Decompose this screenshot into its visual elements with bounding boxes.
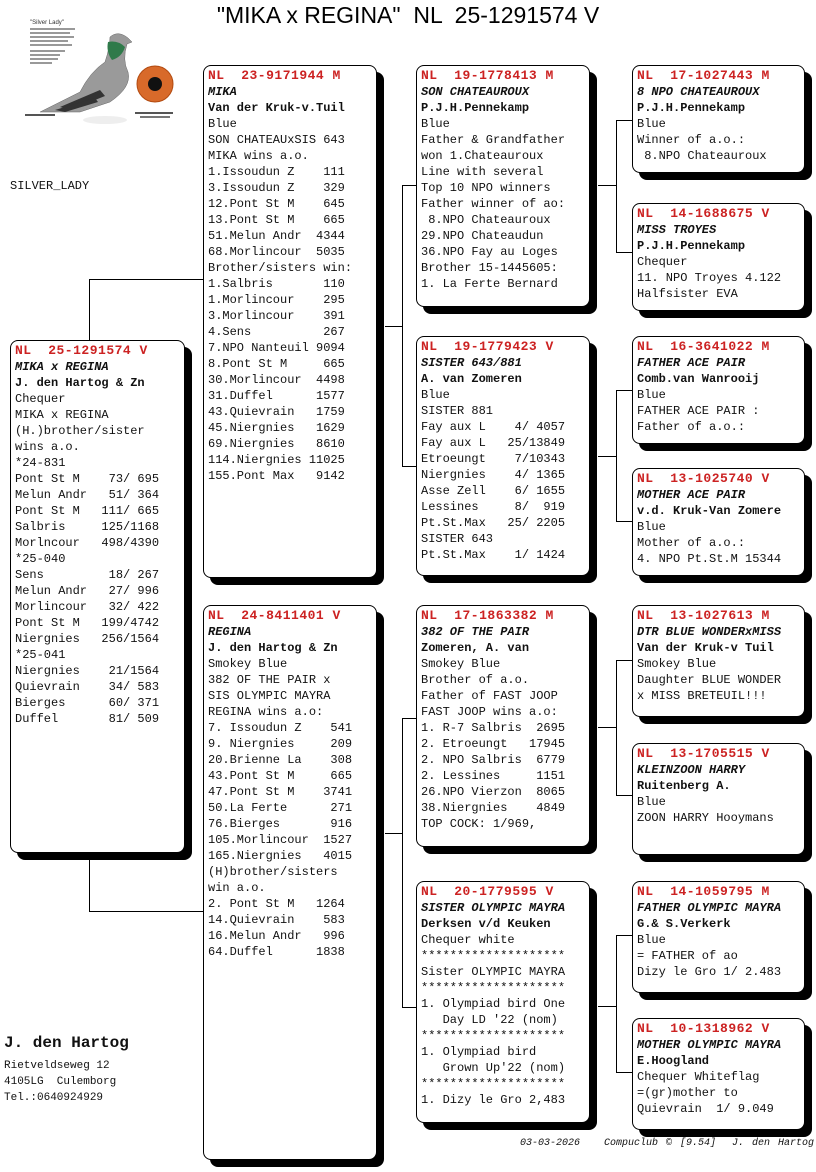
note-line: Bierges 60/ 371 <box>15 696 160 710</box>
breeder-name: Ruitenberg A. <box>637 779 731 793</box>
breeder-name: G.& S.Verkerk <box>637 917 731 931</box>
note-line: 2. NPO Salbris 6779 <box>421 753 566 767</box>
note-line: x MISS BRETEUIL!!! <box>637 689 767 703</box>
note-line: 8.NPO Chateauroux <box>637 149 767 163</box>
connector <box>89 853 90 911</box>
note-line: Dizy le Gro 1/ 2.483 <box>637 965 782 979</box>
note-line: REGINA wins a.o: <box>208 705 324 719</box>
note-line: MIKA x REGINA <box>15 408 109 422</box>
owner-phone: Tel.:0640924929 <box>4 1092 104 1104</box>
note-line: Pont St M 111/ 665 <box>15 504 160 518</box>
note-line: 43.Quievrain 1759 <box>208 405 345 419</box>
note-line: 2. Lessines 1151 <box>421 769 566 783</box>
note-line: Pt.St.Max 25/ 2205 <box>421 516 566 530</box>
pigeon-name: MOTHER OLYMPIC MAYRA <box>637 1038 782 1052</box>
connector <box>616 795 632 796</box>
pigeon-color: Blue <box>637 117 666 131</box>
note-line: Quievrain 34/ 583 <box>15 680 160 694</box>
pigeon-color: Blue <box>421 117 450 131</box>
pigeon-card-mff[interactable] <box>632 605 805 717</box>
ring-number: NL 17-1863382 M <box>421 608 554 623</box>
connector <box>616 120 617 253</box>
note-line: 12.Pont St M 645 <box>208 197 345 211</box>
pigeon-photo <box>10 12 180 130</box>
note-line: Niergnies 256/1564 <box>15 632 160 646</box>
note-line: SON CHATEAUxSIS 643 <box>208 133 345 147</box>
note-line: 45.Niergnies 1629 <box>208 421 345 435</box>
note-line: Brother of a.o. <box>421 673 530 687</box>
pigeon-color: Smokey Blue <box>421 657 501 671</box>
pigeon-color: Blue <box>637 520 666 534</box>
breeder-name: E.Hoogland <box>637 1054 710 1068</box>
pigeon-card-mmf[interactable] <box>632 881 805 993</box>
ring-number: NL 19-1778413 M <box>421 68 554 83</box>
note-line: SISTER 881 <box>421 404 494 418</box>
pigeon-name: 8 NPO CHATEAUROUX <box>637 85 760 99</box>
ring-number: NL 13-1025740 V <box>637 471 770 486</box>
connector <box>385 833 403 834</box>
owner-block <box>4 1034 129 1106</box>
note-line: 20.Brienne La 308 <box>208 753 353 767</box>
note-line: 1. R-7 Salbris 2695 <box>421 721 566 735</box>
note-line: Sens 18/ 267 <box>15 568 160 582</box>
ring-number: NL 13-1027613 M <box>637 608 770 623</box>
pigeon-name: SON CHATEAUROUX <box>421 85 530 99</box>
breeder-name: P.J.H.Pennekamp <box>421 101 530 115</box>
connector <box>616 390 632 391</box>
photo-label: SILVER_LADY <box>10 179 90 193</box>
note-line: 30.Morlincour 4498 <box>208 373 345 387</box>
connector <box>598 456 616 457</box>
note-line: ZOON HARRY Hooymans <box>637 811 774 825</box>
note-line: MIKA wins a.o. <box>208 149 309 163</box>
note-line: FAST JOOP wins a.o: <box>421 705 558 719</box>
photo-caption: "Silver Lady" <box>30 20 64 26</box>
connector <box>616 935 632 936</box>
note-line: 1.Issoudun Z 111 <box>208 165 345 179</box>
ring-number: NL 16-3641022 M <box>637 339 770 354</box>
pigeon-color: Blue <box>637 388 666 402</box>
note-line: 38.Niergnies 4849 <box>421 801 566 815</box>
pigeon-card-mfm[interactable] <box>632 743 805 855</box>
note-line: Pont St M 73/ 695 <box>15 472 160 486</box>
title-text: "MIKA x REGINA" NL 25-1291574 V <box>216 2 600 28</box>
breeder-name: Zomeren, A. van <box>421 641 530 655</box>
note-line: =(gr)mother to <box>637 1086 738 1100</box>
note-line: 1. La Ferte Bernard <box>421 277 558 291</box>
note-line: Father of FAST JOOP <box>421 689 558 703</box>
pigeon-name: 382 OF THE PAIR <box>421 625 530 639</box>
pigeon-color: Blue <box>637 795 666 809</box>
note-line: ******************** <box>421 1029 566 1043</box>
ring-number: NL 10-1318962 V <box>637 1021 770 1036</box>
note-line: Etroeungt 7/10343 <box>421 452 566 466</box>
pigeon-color: Chequer <box>637 255 688 269</box>
note-line: Lessines 8/ 919 <box>421 500 566 514</box>
pigeon-name: DTR BLUE WONDERxMISS <box>637 625 782 639</box>
note-line: 3.Morlincour 391 <box>208 309 345 323</box>
breeder-name: Derksen v/d Keuken <box>421 917 551 931</box>
note-line: 4.Sens 267 <box>208 325 345 339</box>
note-line: 26.NPO Vierzon 8065 <box>421 785 566 799</box>
note-line: 8.Pont St M 665 <box>208 357 345 371</box>
note-line: 16.Melun Andr 996 <box>208 929 345 943</box>
note-line: 9. Niergnies 209 <box>208 737 353 751</box>
connector <box>89 279 90 341</box>
connector <box>616 120 632 121</box>
connector <box>616 390 617 522</box>
note-line: Line with several <box>421 165 544 179</box>
ring-number: NL 20-1779595 V <box>421 884 554 899</box>
note-line: FATHER ACE PAIR : <box>637 404 760 418</box>
pigeon-name: FATHER OLYMPIC MAYRA <box>637 901 782 915</box>
pigeon-name: MIKA <box>208 85 237 99</box>
ring-number: NL 25-1291574 V <box>15 343 148 358</box>
pigeon-card-father[interactable] <box>203 65 377 578</box>
pigeon-color: Chequer white <box>421 933 515 947</box>
breeder-name: v.d. Kruk-Van Zomere <box>637 504 782 518</box>
breeder-name: Van der Kruk-v.Tuil <box>208 101 345 115</box>
note-line: 13.Pont St M 665 <box>208 213 345 227</box>
pigeon-color: Chequer Whiteflag <box>637 1070 760 1084</box>
note-line: Melun Andr 51/ 364 <box>15 488 160 502</box>
note-line: wins a.o. <box>15 440 80 454</box>
breeder-name: Comb.van Wanrooij <box>637 372 760 386</box>
note-line: Morlncour 498/4390 <box>15 536 160 550</box>
note-line: Fay aux L 4/ 4057 <box>421 420 566 434</box>
pigeon-name: MOTHER ACE PAIR <box>637 488 746 502</box>
note-line: Salbris 125/1168 <box>15 520 160 534</box>
note-line: *25-041 <box>15 648 66 662</box>
note-line: SISTER 643 <box>421 532 494 546</box>
pigeon-name: KLEINZOON HARRY <box>637 763 746 777</box>
footer-credit: 03-03-2026 Compuclub © [9.54] J. den Hartog <box>519 1138 814 1149</box>
note-line: Brother/sisters win: <box>208 261 353 275</box>
owner-city: 4105LG Culemborg <box>4 1076 117 1088</box>
note-line: 105.Morlincour 1527 <box>208 833 353 847</box>
connector <box>402 718 403 1008</box>
pigeon-name: SISTER 643/881 <box>421 356 522 370</box>
note-line: Sister OLYMPIC MAYRA <box>421 965 566 979</box>
note-line: Morlincour 32/ 422 <box>15 600 160 614</box>
pigeon-name: REGINA <box>208 625 252 639</box>
note-line: win a.o. <box>208 881 266 895</box>
note-line: 1.Morlincour 295 <box>208 293 345 307</box>
connector <box>616 660 617 796</box>
connector <box>616 521 632 522</box>
note-line: (H)brother/sisters <box>208 865 338 879</box>
connector <box>616 935 617 1073</box>
note-line: Niergnies 4/ 1365 <box>421 468 566 482</box>
note-line: *25-040 <box>15 552 66 566</box>
note-line: Mother of a.o.: <box>637 536 746 550</box>
ring-number: NL 24-8411401 V <box>208 608 341 623</box>
note-line: 50.La Ferte 271 <box>208 801 353 815</box>
note-line: 1. Dizy le Gro 2,483 <box>421 1093 566 1107</box>
pigeon-card-ff[interactable] <box>416 65 590 307</box>
note-line: = FATHER of ao <box>637 949 738 963</box>
ring-number: NL 19-1779423 V <box>421 339 554 354</box>
note-line: 76.Bierges 916 <box>208 817 353 831</box>
note-line: Top 10 NPO winners <box>421 181 551 195</box>
note-line: 165.Niergnies 4015 <box>208 849 353 863</box>
note-line: Winner of a.o.: <box>637 133 746 147</box>
note-line: 2. Etroeungt 17945 <box>421 737 566 751</box>
note-line: SIS OLYMPIC MAYRA <box>208 689 331 703</box>
note-line: Daughter BLUE WONDER <box>637 673 782 687</box>
note-line: Brother 15-1445605: <box>421 261 558 275</box>
note-line: Quievrain 1/ 9.049 <box>637 1102 774 1116</box>
note-line: ******************** <box>421 949 566 963</box>
note-line: Duffel 81/ 509 <box>15 712 160 726</box>
note-line: Grown Up'22 (nom) <box>421 1061 566 1075</box>
ring-number: NL 14-1688675 V <box>637 206 770 221</box>
connector <box>616 252 632 253</box>
pigeon-photo-icon <box>10 12 180 130</box>
note-line: 155.Pont Max 9142 <box>208 469 345 483</box>
connector <box>402 185 403 467</box>
connector <box>385 326 403 327</box>
note-line: 29.NPO Chateaudun <box>421 229 544 243</box>
pigeon-color: Smokey Blue <box>208 657 288 671</box>
pigeon-card-subject[interactable] <box>10 340 185 853</box>
connector <box>598 1006 616 1007</box>
note-line: ******************** <box>421 1077 566 1091</box>
note-line: ******************** <box>421 981 566 995</box>
note-line: Fay aux L 25/13849 <box>421 436 566 450</box>
owner-name: J. den Hartog <box>4 1034 129 1052</box>
pigeon-color: Smokey Blue <box>637 657 717 671</box>
pigeon-color: Blue <box>208 117 237 131</box>
note-line: Melun Andr 27/ 996 <box>15 584 160 598</box>
pigeon-name: MISS TROYES <box>637 223 717 237</box>
connector <box>89 279 205 280</box>
ring-number: NL 17-1027443 M <box>637 68 770 83</box>
pigeon-card-mother[interactable] <box>203 605 377 1160</box>
note-line: 43.Pont St M 665 <box>208 769 353 783</box>
note-line: 3.Issoudun Z 329 <box>208 181 345 195</box>
pigeon-name: FATHER ACE PAIR <box>637 356 746 370</box>
note-line: Day LD '22 (nom) <box>421 1013 558 1027</box>
pigeon-card-mmm[interactable] <box>632 1018 805 1130</box>
ring-number: NL 14-1059795 M <box>637 884 770 899</box>
pigeon-card-fff[interactable] <box>632 65 805 173</box>
pigeon-color: Chequer <box>15 392 66 406</box>
pigeon-card-mf[interactable] <box>416 605 590 847</box>
note-line: 51.Melun Andr 4344 <box>208 229 345 243</box>
breeder-name: A. van Zomeren <box>421 372 522 386</box>
breeder-name: Van der Kruk-v Tuil <box>637 641 774 655</box>
ring-number: NL 23-9171944 M <box>208 68 341 83</box>
note-line: Asse Zell 6/ 1655 <box>421 484 566 498</box>
note-line: 7.NPO Nanteuil 9094 <box>208 341 345 355</box>
note-line: 2. Pont St M 1264 <box>208 897 345 911</box>
pigeon-color: Blue <box>421 388 450 402</box>
note-line: 4. NPO Pt.St.M 15344 <box>637 552 782 566</box>
note-line: 64.Duffel 1838 <box>208 945 345 959</box>
connector <box>89 911 205 912</box>
note-line: 68.Morlincour 5035 <box>208 245 345 259</box>
connector <box>598 727 616 728</box>
note-line: 7. Issoudun Z 541 <box>208 721 353 735</box>
note-line: 31.Duffel 1577 <box>208 389 345 403</box>
note-line: won 1.Chateauroux <box>421 149 544 163</box>
note-line: 1. Olympiad bird <box>421 1045 537 1059</box>
note-line: Halfsister EVA <box>637 287 738 301</box>
note-line: 1. Olympiad bird One <box>421 997 566 1011</box>
note-line: Father winner of ao: <box>421 197 566 211</box>
note-line: 11. NPO Troyes 4.122 <box>637 271 782 285</box>
breeder-name: J. den Hartog & Zn <box>208 641 338 655</box>
note-line: TOP COCK: 1/969, <box>421 817 537 831</box>
note-line: Father of a.o.: <box>637 420 746 434</box>
ring-number: NL 13-1705515 V <box>637 746 770 761</box>
breeder-name: P.J.H.Pennekamp <box>637 101 746 115</box>
pigeon-card-fmm[interactable] <box>632 468 805 576</box>
pigeon-name: SISTER OLYMPIC MAYRA <box>421 901 566 915</box>
breeder-name: J. den Hartog & Zn <box>15 376 145 390</box>
note-line: 14.Quievrain 583 <box>208 913 345 927</box>
note-line: Niergnies 21/1564 <box>15 664 160 678</box>
note-line: 114.Niergnies 11025 <box>208 453 345 467</box>
connector <box>616 1072 632 1073</box>
pigeon-color: Blue <box>637 933 666 947</box>
note-line: *24-831 <box>15 456 66 470</box>
note-line: Pont St M 199/4742 <box>15 616 160 630</box>
pigeon-card-fmf[interactable] <box>632 336 805 444</box>
note-line: 36.NPO Fay au Loges <box>421 245 558 259</box>
pigeon-name: MIKA x REGINA <box>15 360 109 374</box>
note-line: Father & Grandfather <box>421 133 566 147</box>
note-line: 8.NPO Chateauroux <box>421 213 551 227</box>
note-line: Pt.St.Max 1/ 1424 <box>421 548 566 562</box>
note-line: 1.Salbris 110 <box>208 277 345 291</box>
note-line: (H.)brother/sister <box>15 424 145 438</box>
breeder-name: P.J.H.Pennekamp <box>637 239 746 253</box>
note-line: 47.Pont St M 3741 <box>208 785 353 799</box>
note-line: 69.Niergnies 8610 <box>208 437 345 451</box>
owner-address: Rietveldseweg 12 <box>4 1060 110 1072</box>
pigeon-card-ffm[interactable] <box>632 203 805 311</box>
connector <box>598 185 616 186</box>
connector <box>616 660 632 661</box>
note-line: 382 OF THE PAIR x <box>208 673 331 687</box>
pigeon-card-fm[interactable] <box>416 336 590 576</box>
pigeon-card-mm[interactable] <box>416 881 590 1123</box>
